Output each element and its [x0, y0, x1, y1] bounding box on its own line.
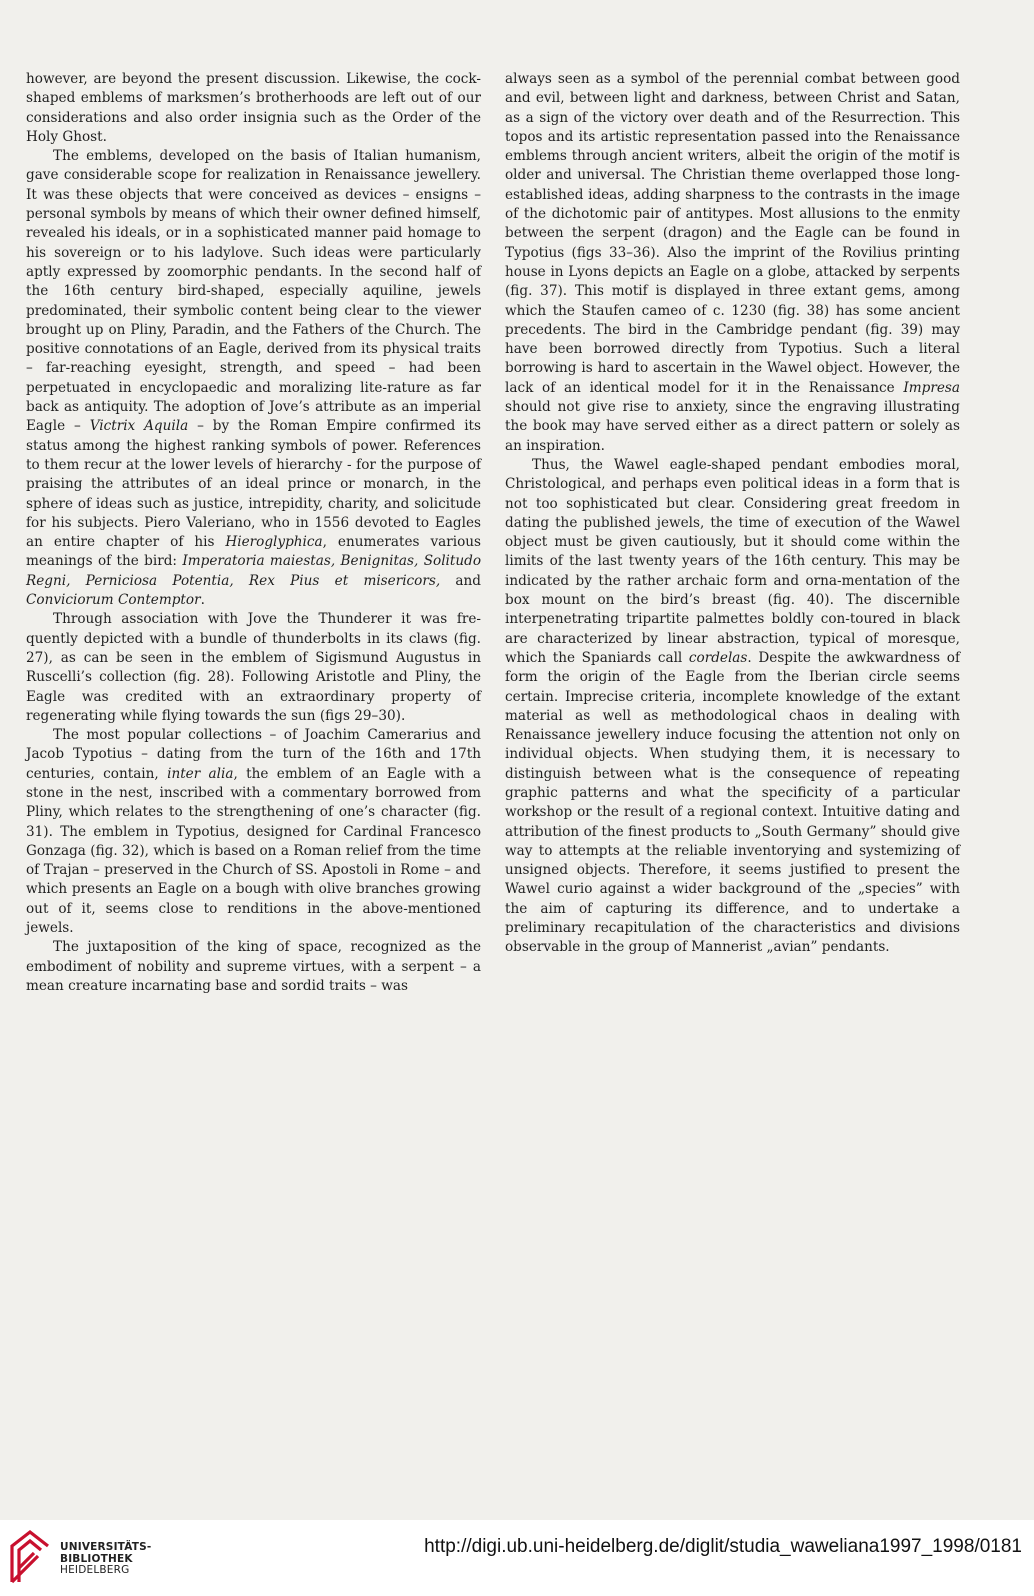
logo-line-1: UNIVERSITÄTS- [60, 1541, 152, 1553]
paragraph: however, are beyond the present discussion. Likewise, the cock-shaped emblems of marksmen’s brotherhoods are left out of our considerations and also order insignia such as the Order of the Holy Ghost. [26, 71, 481, 145]
paragraph: always seen as a symbol of the perennial combat between good and evil, between light and darkness, between Christ and Satan, as a sign of the victory over death and of the Resurrection. This topos and its artistic representation passed into the Renaissance emblems through ancient writers, albeit the origin of the motif is older and universal. The Christian theme overlapped those long-established ideas, adding sharpness to the contrasts in the image of the dichotomic pair of antitypes. Most allusions to the enmity between the serpent (dragon) and the Eagle can be found in Typotius (figs 33–36). Also the imprint of the Rovilius printing house in Lyons depicts an Eagle on a globe, attacked by serpents (fig. 37). This motif is displayed in three extant gems, among which the Staufen cameo of c. 1230 (fig. 38) has some ancient precedents. The bird in the Cambridge pendant (fig. 39) may have been borrowed directly from Typotius. Such a literal borrowing is hard to ascertain in the Wawel object. However, the lack of an identical model for it in the Renaissance Impresa should not give rise to anxiety, since the engraving illustrating the book may have served either as a direct pattern or solely as an inspiration. [505, 71, 960, 454]
paragraph: The juxtaposition of the king of space, recognized as the embodiment of nobility and supreme virtues, with a serpent – a mean creature incarnating base and sordid traits – was [26, 939, 481, 994]
paragraph: The emblems, developed on the basis of Italian humanism, gave considerable scope for realization in Renaissance jewellery. It was these objects that were conceived as devices – ensigns – personal symbols by means of which their owner defined himself, revealed his ideals, or in a sophisticated manner paid homage to his sovereign or to his ladylove. Such ideas were particularly aptly expressed by zoomorphic pendants. In the second half of the 16th century bird-shaped, especially aquiline, jewels predominated, their symbolic content being clear to the viewer brought up on Pliny, Paradin, and the Fathers of the Church. The positive connotations of an Eagle, derived from its physical traits – far-reaching eyesight, strength, and speed – had been perpetuated in encyclopaedic and moralizing lite-rature as far back as antiquity. The adoption of Jove’s attribute as an imperial Eagle – Victrix Aquila – by the Roman Empire confirmed its status among the highest ranking symbols of power. References to them recur at the lower levels of hierarchy - for the purpose of praising the attributes of an ideal prince or monarch, in the sphere of ideas such as justice, intrepidity, charity, and solicitude for his subjects. Piero Valeriano, who in 1556 devoted to Eagles an entire chapter of his Hieroglyphica, enumerates various meanings of the bird: Imperatoria maiestas, Benignitas, Solitudo Regni, Perniciosa Potentia, Rex Pius et misericors, and Conviciorum Contemptor. [26, 148, 481, 609]
library-logo-text [60, 1542, 151, 1577]
library-logo[interactable] [8, 1528, 168, 1586]
source-url-link[interactable]: http://digi.ub.uni-heidelberg.de/diglit/studia_waweliana1997_1998/0181 [424, 1536, 1022, 1557]
paragraph: Through association with Jove the Thunderer it was fre-quently depicted with a bundle of thunderbolts in its claws (fig. 27), as can be seen in the emblem of Sigismund Augustus in Ruscelli’s collection (fig. 28). Following Aristotle and Pliny, the Eagle was credited with an extraordinary property of regenerating while flying towards the sun (figs 29–30). [26, 611, 481, 724]
right-text-column [505, 70, 960, 958]
footer-bar [0, 1520, 1034, 1596]
left-text-column [26, 70, 481, 996]
library-logo-icon [8, 1528, 52, 1586]
logo-line-2: BIBLIOTHEK [60, 1552, 133, 1565]
paragraph: The most popular collections – of Joachim Camerarius and Jacob Typotius – dating from the turn of the 16th and 17th centuries, contain, inter alia, the emblem of an Eagle with a stone in the nest, inscribed with a commentary borrowed from Pliny, which relates to the strengthening of one’s character (fig. 31). The emblem in Typotius, designed for Cardinal Francesco Gonzaga (fig. 32), which is based on a Roman relief from the time of Trajan – preserved in the Church of SS. Apostoli in Rome – and which presents an Eagle on a bough with olive branches growing out of it, seems close to renditions in the above-mentioned jewels. [26, 727, 481, 937]
logo-line-3: HEIDELBERG [60, 1564, 130, 1576]
paragraph: Thus, the Wawel eagle-shaped pendant embodies moral, Christological, and perhaps even political ideas in a form that is not too sophisticated but clear. Considering great freedom in dating the published jewels, the time of execution of the Wawel object must be given cautiously, but it should come within the limits of the last twenty years of the 16th century. This may be indicated by the rather archaic form and orna-mentation of the box mount on the bird’s breast (fig. 40). The discernible interpenetrating tripartite palmettes boldly con-toured in black are characterized by linear abstraction, typical of moresque, which the Spaniards call cordelas. Despite the awkwardness of form the origin of the Eagle from the Iberian circle seems certain. Imprecise criteria, incomplete knowledge of the extant material as well as methodological chaos in dealing with Renaissance jewellery induce focusing the attention not only on individual objects. When studying them, it is necessary to distinguish between what is the consequence of repeating graphic patterns and what the specificity of a particular workshop or the result of a regional context. Intuitive dating and attribution of the finest products to „South Germany” should give way to attempts at the reliable inventorying and systemizing of unsigned objects. Therefore, it seems justified to present the Wawel curio against a wider background of the „species” with the aim of capturing its difference, and to undertake a preliminary recapitulation of the characteristics and divisions observable in the group of Mannerist „avian” pendants. [505, 456, 960, 956]
